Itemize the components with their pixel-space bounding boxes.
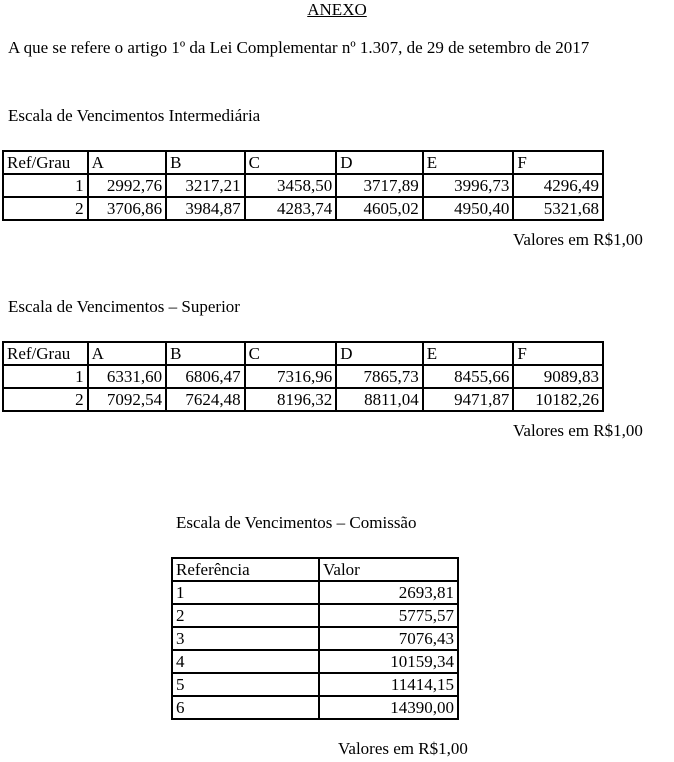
table-row bbox=[172, 673, 458, 696]
header-cell: A bbox=[88, 151, 167, 174]
table-row bbox=[172, 581, 458, 604]
table-cell: 10182,26 bbox=[513, 388, 603, 411]
header-cell: A bbox=[88, 342, 167, 365]
table-cell: 2 bbox=[3, 388, 88, 411]
table-cell: 9089,83 bbox=[513, 365, 603, 388]
table-cell: 2693,81 bbox=[319, 581, 458, 604]
header-cell: E bbox=[423, 342, 514, 365]
table-cell: 1 bbox=[172, 581, 319, 604]
table-cell: 3217,21 bbox=[166, 174, 245, 197]
superior-unit-note: Valores em R$1,00 bbox=[513, 421, 643, 440]
table-cell: 2 bbox=[3, 197, 88, 220]
table-cell: 7865,73 bbox=[336, 365, 423, 388]
table-cell: 4 bbox=[172, 650, 319, 673]
table-header-row bbox=[3, 342, 603, 365]
header-cell: Ref/Grau bbox=[3, 151, 88, 174]
table-cell: 2 bbox=[172, 604, 319, 627]
table-cell: 1 bbox=[3, 365, 88, 388]
table-cell: 9471,87 bbox=[423, 388, 514, 411]
table-cell: 3458,50 bbox=[245, 174, 337, 197]
table-cell: 4283,74 bbox=[245, 197, 337, 220]
table-cell: 10159,34 bbox=[319, 650, 458, 673]
table-cell: 11414,15 bbox=[319, 673, 458, 696]
table-cell: 4950,40 bbox=[423, 197, 514, 220]
table-row bbox=[3, 365, 603, 388]
superior-title: Escala de Vencimentos – Superior bbox=[8, 297, 240, 316]
table-cell: 7076,43 bbox=[319, 627, 458, 650]
table-cell: 5321,68 bbox=[513, 197, 603, 220]
table-cell: 3996,73 bbox=[423, 174, 514, 197]
header-cell: Referência bbox=[172, 558, 319, 581]
table-cell: 8455,66 bbox=[423, 365, 514, 388]
header-cell: E bbox=[423, 151, 514, 174]
table-cell: 5775,57 bbox=[319, 604, 458, 627]
table-cell: 3984,87 bbox=[166, 197, 245, 220]
header-cell: F bbox=[513, 151, 603, 174]
comissao-title: Escala de Vencimentos – Comissão bbox=[176, 513, 417, 532]
header-cell: C bbox=[245, 151, 337, 174]
table-row bbox=[3, 388, 603, 411]
table-row bbox=[172, 696, 458, 719]
table-cell: 4296,49 bbox=[513, 174, 603, 197]
table-cell: 5 bbox=[172, 673, 319, 696]
header-cell: B bbox=[166, 151, 245, 174]
table-cell: 6331,60 bbox=[88, 365, 167, 388]
header-cell: D bbox=[336, 151, 423, 174]
table-cell: 8811,04 bbox=[336, 388, 423, 411]
table-header-row bbox=[3, 151, 603, 174]
table-cell: 6 bbox=[172, 696, 319, 719]
table-row bbox=[3, 174, 603, 197]
table-cell: 7624,48 bbox=[166, 388, 245, 411]
intro-paragraph: A que se refere o artigo 1º da Lei Complementar nº 1.307, de 29 de setembro de 2017 bbox=[8, 38, 590, 57]
table-cell: 3706,86 bbox=[88, 197, 167, 220]
table-cell: 6806,47 bbox=[166, 365, 245, 388]
table-cell: 1 bbox=[3, 174, 88, 197]
header-cell: B bbox=[166, 342, 245, 365]
table-cell: 2992,76 bbox=[88, 174, 167, 197]
table-cell: 7092,54 bbox=[88, 388, 167, 411]
comissao-unit-note: Valores em R$1,00 bbox=[338, 739, 468, 758]
document-title: ANEXO bbox=[307, 0, 367, 19]
table-cell: 3 bbox=[172, 627, 319, 650]
table-row bbox=[172, 650, 458, 673]
comissao-table bbox=[171, 557, 459, 720]
table-cell: 3717,89 bbox=[336, 174, 423, 197]
header-cell: Ref/Grau bbox=[3, 342, 88, 365]
intermediaria-table bbox=[2, 150, 604, 221]
table-header-row bbox=[172, 558, 458, 581]
table-cell: 4605,02 bbox=[336, 197, 423, 220]
superior-table bbox=[2, 341, 604, 412]
header-cell: C bbox=[245, 342, 337, 365]
header-cell: F bbox=[513, 342, 603, 365]
header-cell: Valor bbox=[319, 558, 458, 581]
table-row bbox=[3, 197, 603, 220]
table-cell: 7316,96 bbox=[245, 365, 337, 388]
table-cell: 8196,32 bbox=[245, 388, 337, 411]
table-row bbox=[172, 604, 458, 627]
table-cell: 14390,00 bbox=[319, 696, 458, 719]
intermediaria-unit-note: Valores em R$1,00 bbox=[513, 230, 643, 249]
intermediaria-title: Escala de Vencimentos Intermediária bbox=[8, 106, 261, 125]
header-cell: D bbox=[336, 342, 423, 365]
table-row bbox=[172, 627, 458, 650]
